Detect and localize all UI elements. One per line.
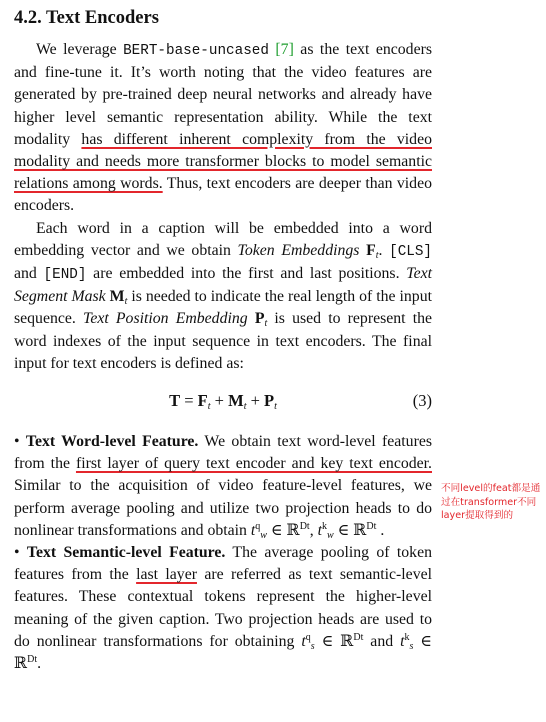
- cls-token: [CLS]: [389, 243, 433, 260]
- paragraph-text-encoders: We leverage BERT-base-uncased [7] as the text encoders and fine-tune it. It’s worth noting that the video features are generated by pre-trained deep neural networks and already have higher level semantic representation ability. While the text modality has different inherent complexity from the video modality and needs more transformer blocks to model semantic relations among words. Thus, text encoders are deeper than video encoders.: [14, 41, 432, 215]
- end-token: [END]: [43, 267, 87, 284]
- highlight-underline: last layer: [136, 566, 197, 584]
- highlight-underline: has different inherent complexity from the video modality and needs more transformer blocks to model semantic relations among words.: [14, 130, 432, 193]
- paragraph-semantic-level: • Text Semantic-level Feature. The average pooling of token features from the last layer are referred as text semantic-level features. These contextual tokens represent the higher-level meaning of the given caption. Two projection heads are used to do nonlinear transformations for obtaining $t^q_s$ ∈ ℝ$^{Dt}$ and $t^k_s$ ∈ ℝ$^{Dt}$.: [14, 544, 432, 673]
- term-token-embeddings: Token Embeddings: [237, 241, 360, 259]
- heading-word-level: Text Word-level Feature.: [25, 433, 199, 451]
- citation-link[interactable]: [7]: [275, 41, 294, 58]
- paragraph-word-level: • Text Word-level Feature. We obtain text word-level features from the first layer of query text encoder and key text encoder. Similar to the acquisition of video feature-level features, we perform average pooling and utilize two projection heads to do nonlinear transformations and obtain $t^q_w$ ∈ ℝ$^{Dt}$, $t^k_w$ ∈ ℝ$^{Dt}$ .: [14, 433, 432, 541]
- section-title: 4.2. Text Encoders: [14, 8, 159, 28]
- paragraph-embeddings: Each word in a caption will be embedded into a word embedding vector and we obtain Token Embeddings $F_t$. [CLS] and [END] are embedded into the first and last positions. Text Segment Mask $M_t$ is needed to indicate the real length of the input sequence. Text Position Embedding $P_t$ is used to represent the word indexes of the input sequence in text encoders. The final input for text encoders is defined as:: [14, 219, 433, 372]
- term-segment-mask: Text Segment Mask: [14, 265, 433, 306]
- heading-semantic-level: Text Semantic-level Feature.: [26, 544, 226, 562]
- highlight-underline: first layer of query text encoder and key text encoder.: [75, 455, 432, 473]
- equation-body: $T = F_t + M_t + P_t$: [169, 391, 277, 413]
- term-position-embedding: Text Position Embedding: [83, 310, 248, 328]
- bert-model-name: BERT-base-uncased: [123, 43, 269, 59]
- margin-annotation: 不同level的feat都是通过在transformer不同layer提取得到的: [441, 483, 541, 521]
- paper-page: [14, 6, 432, 675]
- equation-3: [14, 379, 432, 423]
- equation-number: (3): [412, 391, 432, 411]
